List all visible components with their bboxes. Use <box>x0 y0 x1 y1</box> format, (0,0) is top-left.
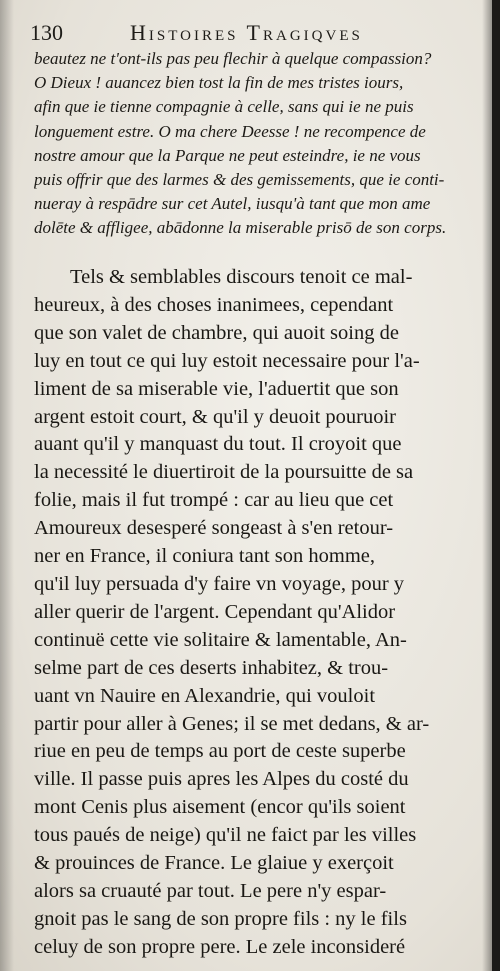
body-line: argent estoit court, & qu'il y deuoit pouruoir <box>34 405 397 428</box>
body-line: liment de sa miserable vie, l'aduertit que son <box>34 377 399 400</box>
body-line: auant qu'il y manquast du tout. Il croyoit que <box>34 433 402 456</box>
body-line: riue en peu de temps au port de ceste superbe <box>34 740 406 763</box>
body-paragraph <box>34 264 486 962</box>
body-line: alors sa cruauté par tout. Le pere n'y espar- <box>34 879 387 902</box>
body-line: celuy de son propre pere. Le zele inconsideré <box>34 935 406 958</box>
body-line: Amoureux desesperé songeast à s'en retour- <box>34 517 394 540</box>
gutter-shadow <box>0 0 14 971</box>
body-line: tous paués de neige) qu'il ne faict par les villes <box>34 824 417 847</box>
italic-line: nostre amour que la Parque ne peut esteindre, ie ne vous <box>34 145 421 165</box>
running-title: Histoires Tragiqves <box>130 20 363 45</box>
italic-line: afin que ie tienne compagnie à celle, sans qui ie ne puis <box>34 97 414 117</box>
body-line: que son valet de chambre, qui auoit soing de <box>34 321 399 344</box>
page-header <box>30 20 485 48</box>
body-line: ner en France, il coniura tant son homme, <box>34 545 375 568</box>
body-line: & prouinces de France. Le glaiue y exerçoit <box>34 852 394 875</box>
body-line: Tels & semblables discours tenoit ce mal- <box>70 266 413 288</box>
italic-line: O Dieux ! auancez bien tost la fin de mes tristes iours, <box>34 73 404 93</box>
page-number: 130 <box>30 20 63 45</box>
body-line: folie, mais il fut trompé : car au lieu que cet <box>34 489 394 512</box>
body-line: heureux, à des choses inanimees, cependant <box>34 293 394 316</box>
italic-line: longuement estre. O ma chere Deesse ! ne recompence de <box>34 121 426 141</box>
body-line: ville. Il passe puis apres les Alpes du costé du <box>34 768 409 791</box>
body-line: continuë cette vie solitaire & lamentable, An- <box>34 628 407 651</box>
body-line: la necessité le diuertiroit de la poursuitte de sa <box>34 461 414 484</box>
italic-line: nueray à respādre sur cet Autel, iusqu'à tant que mon ame <box>34 194 431 214</box>
italic-passage <box>34 47 486 241</box>
italic-line: puis offrir que des larmes & des gemissements, que ie conti- <box>34 170 445 190</box>
body-line: aller querir de l'argent. Cependant qu'Alidor <box>34 600 396 623</box>
body-line: selme part de ces deserts inhabitez, & trou- <box>34 656 389 679</box>
italic-line: beautez ne t'ont-ils pas peu flechir à quelque compassion? <box>34 49 432 68</box>
italic-line: dolēte & affligee, abādonne la miserable prisō de son corps. <box>34 218 447 238</box>
body-line: mont Cenis plus aisement (encor qu'ils soient <box>34 796 406 819</box>
body-line: uant vn Nauire en Alexandrie, qui vouloit <box>34 684 376 707</box>
body-line: gnoit pas le sang de son propre fils : ny le fils <box>34 907 407 930</box>
body-line: partir pour aller à Genes; il se met dedans, & ar- <box>34 712 430 735</box>
body-line: qu'il luy persuada d'y faire vn voyage, pour y <box>34 572 405 595</box>
body-line: luy en tout ce qui luy estoit necessaire pour l'a- <box>34 349 420 372</box>
